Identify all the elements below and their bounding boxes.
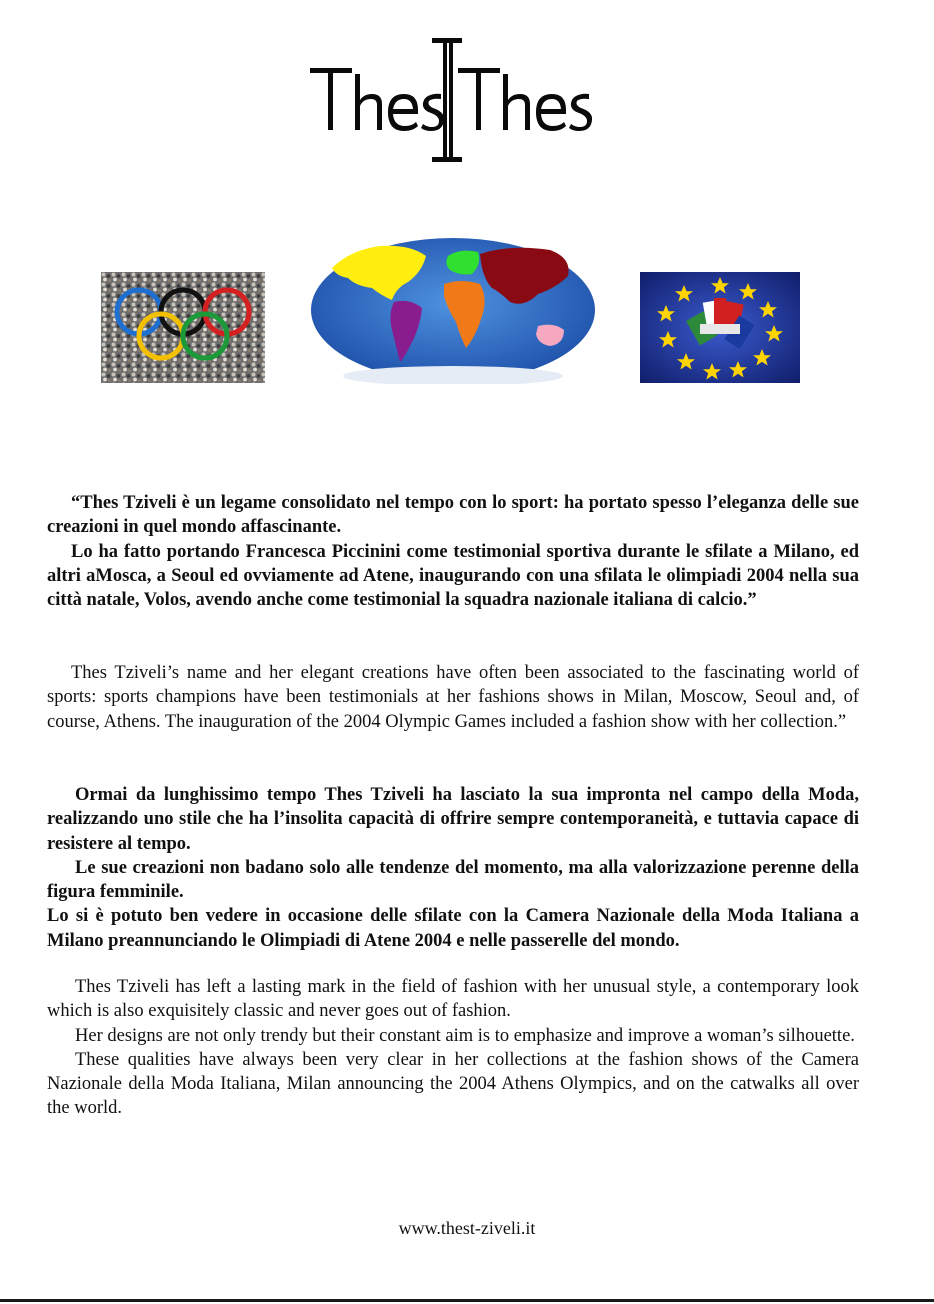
english-paragraph-2: Thes Tziveli has left a lasting mark in the field of fashion with her unusual style, a contemporary look which is also exquisitely classic and never goes out of fashion. [47,977,859,1022]
quote-paragraph-2: Lo ha fatto portando Francesca Piccinini come testimonial sportiva durante le sfilate a Milano, ed altri aMosca, a Seoul ed ovviamente ad Atene, inaugurando con una sfilata le olimpiadi 2004 nella sua città natale, Volos, avendo anche come testimonial la squadra nazionale italiana di calcio.” [47,541,859,611]
section2-italian [47,783,859,953]
section2-english [47,975,859,1121]
english-paragraph-1: Thes Tziveli’s name and her elegant creations have often been associated to the fascinating world of sports: sports champions have been testimonials at her fashions shows in Milan, Moscow, Seoul and, of course, Athens. The inauguration of the 2004 Olympic Games included a fashion show with her collection.” [47,663,859,732]
website-link[interactable]: www.thest-ziveli.it [398,1218,536,1238]
eu-stars-flags-icon [640,272,800,383]
english-paragraph-3: Her designs are not only trendy but their constant aim is to emphasize and improve a woman’s silhouette. [75,1025,855,1046]
world-map-icon [310,236,596,384]
italian-paragraph-1: Ormai da lunghissimo tempo Thes Tziveli ha lasciato la sua impronta nel campo della Moda, realizzando uno stile che ha l’insolita capacità di offrire sempre contemporaneità, e tuttavia capace di resistere al tempo. [47,785,859,854]
eu-flags-image [640,272,800,383]
italian-paragraph-2: Le sue creazioni non badano solo alle tendenze del momento, ma alla valorizzazione perenne della figura femminile. [47,857,859,903]
italian-paragraph-3: Lo si è potuto ben vedere in occasione delle sfilate con la Camera Nazionale della Moda Italiana a Milano preannunciando le Olimpiadi di Atene 2004 e nelle passerelle del mondo. [47,906,859,951]
quote-paragraph-1: “Thes Tziveli è un legame consolidato nel tempo con lo sport: ha portato spesso l’eleganza delle sue creazioni in quel mondo affascinante. [47,493,859,538]
bottom-divider [0,1299,934,1302]
section1-english [47,661,859,734]
olympic-rings-image [101,272,265,383]
brand-logo [308,34,600,170]
world-map-image [310,236,596,384]
section1-italian [47,491,859,612]
brand-logo-icon [308,34,600,170]
olympic-rings-icon [101,272,265,383]
english-paragraph-4: These qualities have always been very clear in her collections at the fashion shows of the Camera Nazionale della Moda Italiana, Milan announcing the 2004 Athens Olympics, and on the catwalks all over the world. [47,1049,859,1119]
